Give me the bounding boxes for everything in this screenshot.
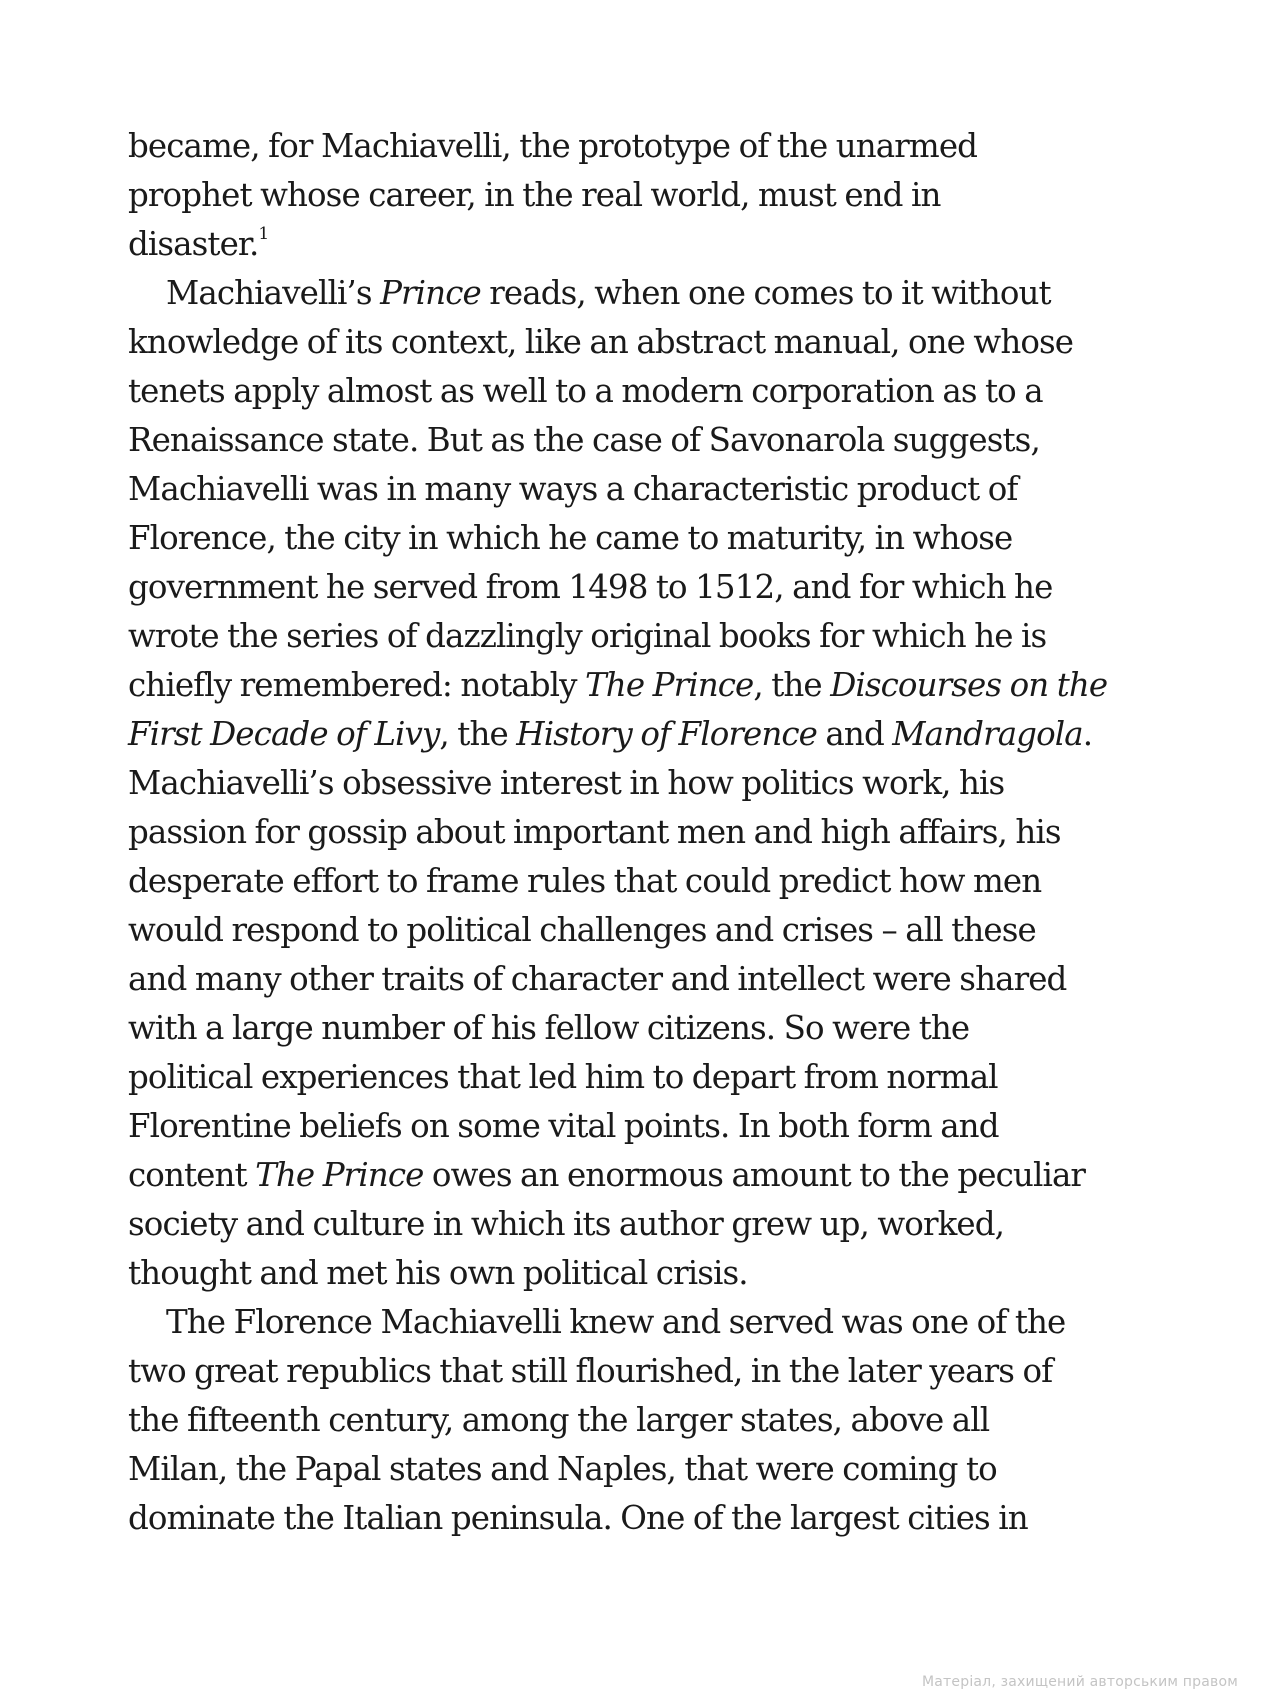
text-run: prophet whose career, in the real world, must end in <box>128 176 941 214</box>
italic-title: Mandragola <box>892 715 1083 753</box>
text-run: Florentine beliefs on some vital points. In both form and <box>128 1107 999 1145</box>
text-run: dominate the Italian peninsula. One of the largest cities in <box>128 1499 1028 1537</box>
text-line <box>128 1102 1148 1151</box>
text-line <box>128 1151 1148 1200</box>
text-run: would respond to political challenges and crises – all these <box>128 911 1036 949</box>
text-line <box>128 367 1148 416</box>
italic-title: The Prince <box>585 666 754 704</box>
italic-title: First Decade of Livy <box>128 715 440 753</box>
page-text <box>128 122 1148 1543</box>
text-run: , the <box>753 666 831 704</box>
text-run: content <box>128 1156 256 1194</box>
text-run: Milan, the Papal states and Naples, that were coming to <box>128 1450 997 1488</box>
text-run: . <box>1082 715 1093 753</box>
text-run: The Florence Machiavelli knew and served was one of the <box>166 1303 1066 1341</box>
text-run: wrote the series of dazzlingly original books for which he is <box>128 617 1047 655</box>
text-run: reads, when one comes to it without <box>480 274 1051 312</box>
italic-title: History of Florence <box>516 715 817 753</box>
text-line <box>128 710 1148 759</box>
text-run: tenets apply almost as well to a modern corporation as to a <box>128 372 1043 410</box>
book-page-body <box>128 122 1148 1543</box>
text-line <box>128 514 1148 563</box>
text-line <box>128 661 1148 710</box>
text-run: the fifteenth century, among the larger states, above all <box>128 1401 990 1439</box>
text-run: knowledge of its context, like an abstract manual, one whose <box>128 323 1074 361</box>
text-line <box>128 269 1148 318</box>
text-run: disaster. <box>128 225 259 263</box>
text-run: chiefly remembered: notably <box>128 666 586 704</box>
text-run: Machiavelli’s obsessive interest in how politics work, his <box>128 764 1005 802</box>
text-line <box>128 220 1148 269</box>
text-line <box>128 563 1148 612</box>
text-line <box>128 1347 1148 1396</box>
text-line <box>128 1200 1148 1249</box>
text-line <box>128 1053 1148 1102</box>
text-line <box>128 465 1148 514</box>
text-run: two great republics that still flourished, in the later years of <box>128 1352 1053 1390</box>
text-line <box>128 318 1148 367</box>
text-line <box>128 857 1148 906</box>
text-line <box>128 759 1148 808</box>
text-line <box>128 171 1148 220</box>
text-line <box>128 1494 1148 1543</box>
text-run: political experiences that led him to depart from normal <box>128 1058 998 1096</box>
text-line <box>128 906 1148 955</box>
text-line <box>128 955 1148 1004</box>
text-run: , the <box>439 715 517 753</box>
paragraph <box>128 269 1148 1298</box>
copyright-watermark: Матеріал, захищений авторським правом <box>922 1674 1238 1690</box>
text-run: Machiavelli’s <box>166 274 381 312</box>
text-line <box>128 1249 1148 1298</box>
text-run: and many other traits of character and intellect were shared <box>128 960 1067 998</box>
text-run: became, for Machiavelli, the prototype of the unarmed <box>128 127 978 165</box>
paragraph <box>128 1298 1148 1543</box>
text-line <box>128 1298 1148 1347</box>
text-run: thought and met his own political crisis. <box>128 1254 748 1292</box>
italic-title: Discourses on the <box>830 666 1108 704</box>
text-run: society and culture in which its author grew up, worked, <box>128 1205 1005 1243</box>
text-run: and <box>817 715 893 753</box>
text-run: Machiavelli was in many ways a characteristic product of <box>128 470 1018 508</box>
text-line <box>128 808 1148 857</box>
text-run: Florence, the city in which he came to maturity, in whose <box>128 519 1013 557</box>
text-run: Renaissance state. But as the case of Savonarola suggests, <box>128 421 1040 459</box>
paragraph <box>128 122 1148 269</box>
text-run: passion for gossip about important men and high affairs, his <box>128 813 1061 851</box>
italic-title: Prince <box>380 274 481 312</box>
text-run: owes an enormous amount to the peculiar <box>423 1156 1086 1194</box>
text-line <box>128 1445 1148 1494</box>
text-line <box>128 1396 1148 1445</box>
footnote-marker: 1 <box>258 224 269 245</box>
italic-title: The Prince <box>255 1156 424 1194</box>
text-run: government he served from 1498 to 1512, and for which he <box>128 568 1053 606</box>
text-line <box>128 416 1148 465</box>
text-run: desperate effort to frame rules that could predict how men <box>128 862 1042 900</box>
text-line <box>128 1004 1148 1053</box>
text-line <box>128 612 1148 661</box>
text-run: with a large number of his fellow citizens. So were the <box>128 1009 970 1047</box>
text-line <box>128 122 1148 171</box>
